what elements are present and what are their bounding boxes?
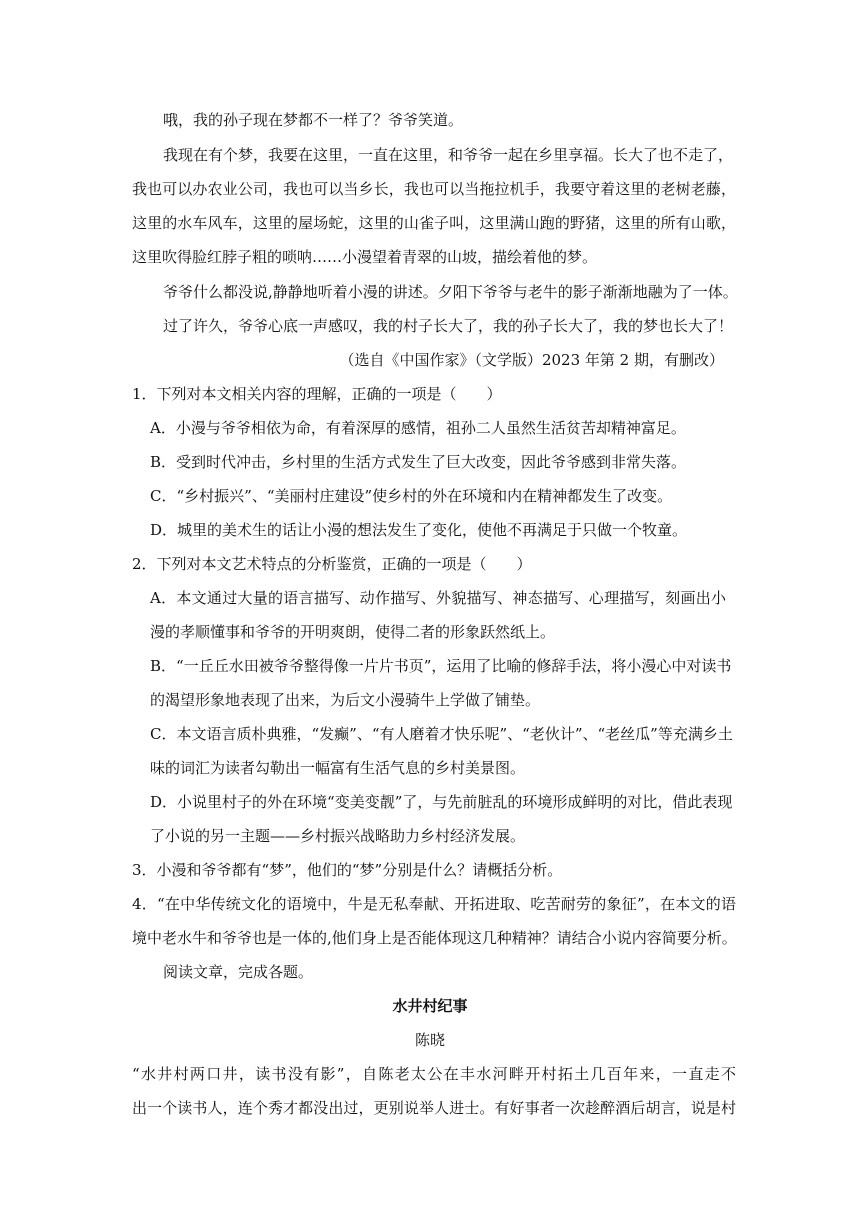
reading-instruction: 阅读文章，完成各题。	[163, 963, 314, 981]
question-2-option-c-cont: 味的词汇为读者勾勒出一幅富有生活气息的乡村美景图。	[150, 759, 526, 777]
story-paragraph: 哦，我的孙子现在梦都不一样了？爷爷笑道。	[163, 111, 464, 129]
question-2-option-b: B．“一丘丘水田被爷爷整得像一片片书页”，运用了比喻的修辞手法，将小漫心中对读书	[150, 657, 732, 675]
question-2-option-d-cont: 了小说的另一主题——乡村振兴战略助力乡村经济发展。	[150, 827, 526, 845]
story-paragraph-line: 这里的水车风车，这里的屋场蛇，这里的山雀子叫，这里满山跑的野猪，这里的所有山歌，	[132, 214, 736, 232]
article-author: 陈晓	[414, 1031, 445, 1049]
question-2-option-d: D．小说里村子的外在环境“变美变靓”了，与先前脏乱的环境形成鲜明的对比，借此表现	[150, 793, 733, 811]
article-line: “水井村两口井，读书没有影”，自陈老太公在丰水河畔开村拓土几百年来，一直走不	[132, 1065, 736, 1083]
question-1-option-d: D．城里的美术生的话让小漫的想法发生了变化，使他不再满足于只做一个牧童。	[150, 521, 688, 539]
story-paragraph-line: 这里吹得脸红脖子粗的唢呐……小漫望着青翠的山坡，描绘着他的梦。	[132, 248, 598, 266]
question-1-option-c: C．“乡村振兴”、“美丽村庄建设”使乡村的外在环境和内在精神都发生了改变。	[150, 487, 673, 505]
question-1-stem: 1．下列对本文相关内容的理解，正确的一项是（ ）	[132, 385, 502, 403]
question-1-option-a: A．小漫与爷爷相依为命，有着深厚的感情，祖孙二人虽然生活贫苦却精神富足。	[150, 419, 686, 437]
question-2-option-b-cont: 的渴望形象地表现了出来，为后文小漫骑牛上学做了铺垫。	[150, 691, 541, 709]
story-paragraph: 过了许久，爷爷心底一声感叹，我的村子长大了，我的孙子长大了，我的梦也长大了！	[163, 317, 734, 335]
article-line: 出一个读书人，连个秀才都没出过，更别说举人进士。有好事者一次趁醉酒后胡言，说是村	[132, 1099, 736, 1117]
question-3: 3．小漫和爷爷都有“梦”，他们的“梦”分别是什么？请概括分析。	[132, 861, 563, 879]
question-2-option-a: A．本文通过大量的语言描写、动作描写、外貌描写、神态描写、心理描写，刻画出小	[150, 589, 726, 607]
story-paragraph: 爷爷什么都没说,静静地听着小漫的讲述。夕阳下爷爷与老牛的影子渐渐地融为了一体。	[163, 283, 738, 301]
question-1-option-b: B．受到时代冲击，乡村里的生活方式发生了巨大改变，因此爷爷感到非常失落。	[150, 453, 687, 471]
story-paragraph-line: 我也可以办农业公司，我也可以当乡长，我也可以当拖拉机手，我要守着这里的老树老藤，	[132, 180, 736, 198]
article-title: 水井村纪事	[392, 997, 468, 1015]
question-2-stem: 2．下列对本文艺术特点的分析鉴赏，正确的一项是（ ）	[132, 555, 532, 573]
question-4-cont: 境中老水牛和爷爷也是一体的,他们身上是否能体现这几种精神？请结合小说内容简要分析。	[132, 929, 737, 947]
question-4: 4．“在中华传统文化的语境中，牛是无私奉献、开拓进取、吃苦耐劳的象征”，在本文的语	[132, 895, 736, 913]
source-citation: （选自《中国作家》（文学版）2023 年第 2 期，有删改）	[339, 351, 724, 369]
story-paragraph: 我现在有个梦，我要在这里，一直在这里，和爷爷一起在乡里享福。长大了也不走了，	[163, 146, 734, 164]
question-2-option-a-cont: 漫的孝顺懂事和爷爷的开明爽朗，使得二者的形象跃然纸上。	[150, 623, 556, 641]
question-2-option-c: C．本文语言质朴典雅，“发癫”、“有人磨着才快乐呢”、“老伙计”、“老丝瓜”等充满乡土	[150, 725, 733, 743]
